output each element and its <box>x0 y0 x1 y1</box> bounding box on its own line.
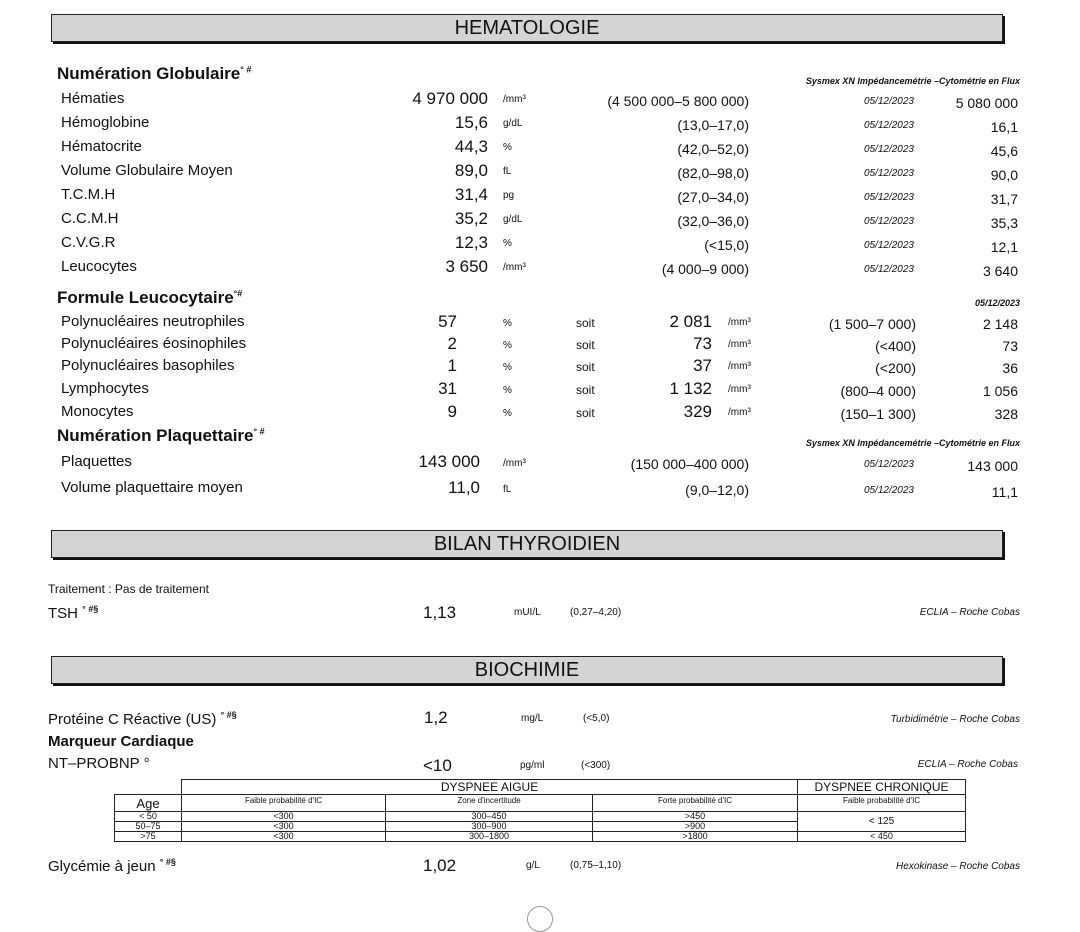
result-unit: g/dL <box>503 118 523 129</box>
percent-value: 57 <box>438 312 457 331</box>
previous-value: 90,0 <box>990 167 1018 183</box>
result-unit: /mm³ <box>503 458 526 469</box>
ntprobnp-marks: ° <box>143 755 150 772</box>
absolute-value: 329 <box>683 402 712 421</box>
previous-value: 35,3 <box>990 215 1018 231</box>
previous-date: 05/12/2023 <box>863 144 914 155</box>
previous-value: 45,6 <box>990 143 1018 159</box>
glycemie-method: Hexokinase – Roche Cobas <box>896 861 1020 872</box>
forte-cell: >1800 <box>593 832 798 842</box>
result-name: Hématocrite <box>61 138 142 155</box>
age-cell: >75 <box>115 832 182 842</box>
numeration-plaquettaire-title <box>57 426 265 446</box>
result-name: Polynucléaires neutrophiles <box>61 313 245 330</box>
result-value: 143 000 <box>418 452 480 471</box>
percent-unit: % <box>503 385 512 396</box>
percent-value: 1 <box>447 356 457 375</box>
result-value: 31,4 <box>454 185 488 204</box>
percent-unit: % <box>503 408 512 419</box>
previous-value: 11,1 <box>991 484 1018 500</box>
reference-range: (42,0–52,0) <box>677 141 749 157</box>
soit-label: soit <box>576 360 595 374</box>
result-name: Volume Globulaire Moyen <box>61 162 233 179</box>
previous-value: 143 000 <box>967 458 1018 474</box>
percent-value: 31 <box>438 379 457 398</box>
previous-value: 31,7 <box>990 191 1018 207</box>
soit-label: soit <box>576 316 595 330</box>
percent-unit: % <box>503 318 512 329</box>
tsh-ref: (0,27–4,20) <box>570 607 622 618</box>
faible-cell: <300 <box>182 812 386 822</box>
result-name: Lymphocytes <box>61 380 149 397</box>
result-name: Leucocytes <box>61 258 137 275</box>
dyspnee-chronique-header: DYSPNEE CHRONIQUE <box>798 780 966 795</box>
col-chron-header: Faible probabilité d'IC <box>798 795 966 812</box>
tsh-unit: mUI/L <box>514 607 541 618</box>
table-corner <box>115 780 182 795</box>
numeration-plaquettaire-label: Numération Plaquettaire <box>57 426 254 445</box>
formule-leucocytaire-title <box>57 288 242 308</box>
absolute-unit: /mm³ <box>728 407 751 418</box>
result-name: T.C.M.H <box>61 186 116 203</box>
result-value: 11,0 <box>448 478 480 497</box>
reference-range: (9,0–12,0) <box>685 482 749 498</box>
previous-value: 5 080 000 <box>955 95 1018 111</box>
numeration-globulaire-title <box>57 64 251 84</box>
result-unit: % <box>503 238 512 249</box>
previous-date: 05/12/2023 <box>863 459 914 470</box>
absolute-unit: /mm³ <box>728 361 751 372</box>
faible-cell: <300 <box>182 822 386 832</box>
result-name: Polynucléaires basophiles <box>61 357 235 374</box>
previous-value: 16,1 <box>990 119 1018 135</box>
marqueur-cardiaque-title: Marqueur Cardiaque <box>48 733 194 750</box>
result-unit: /mm³ <box>503 94 526 105</box>
result-name: Plaquettes <box>61 453 132 470</box>
crp-value: 1,2 <box>424 708 448 727</box>
percent-unit: % <box>503 362 512 373</box>
crp-marks: ° #§ <box>220 710 237 720</box>
reference-range: (1 500–7 000) <box>828 316 916 332</box>
forte-cell: >900 <box>593 822 798 832</box>
tsh-name <box>48 604 98 622</box>
result-value: 3 650 <box>445 257 488 276</box>
ntprobnp-method: ECLIA – Roche Cobas <box>917 759 1018 770</box>
soit-label: soit <box>576 383 595 397</box>
faible-cell: <300 <box>182 832 386 842</box>
reference-range: (4 500 000–5 800 000) <box>607 93 749 109</box>
table-row <box>115 832 966 842</box>
percent-unit: % <box>503 340 512 351</box>
percent-value: 9 <box>447 402 457 421</box>
reference-range: (<15,0) <box>704 237 749 253</box>
previous-date: 05/12/2023 <box>863 485 914 496</box>
numeration-globulaire-label: Numération Globulaire <box>57 64 241 83</box>
result-name: Hémoglobine <box>61 114 150 131</box>
result-name: Monocytes <box>61 403 134 420</box>
reference-range: (32,0–36,0) <box>677 213 749 229</box>
absolute-value: 1 132 <box>669 379 712 398</box>
stamp-partial <box>527 906 553 932</box>
reference-range: (13,0–17,0) <box>677 117 749 133</box>
result-name: C.V.G.R <box>61 234 116 251</box>
previous-date: 05/12/2023 <box>863 168 914 179</box>
zone-cell: 300–450 <box>386 812 593 822</box>
reference-range: (150 000–400 000) <box>630 456 749 472</box>
soit-label: soit <box>576 338 595 352</box>
reference-range: (800–4 000) <box>840 383 916 399</box>
result-value: 15,6 <box>454 113 488 132</box>
age-cell: 50–75 <box>115 822 182 832</box>
result-unit: fL <box>503 484 512 495</box>
result-value: 12,3 <box>454 233 488 252</box>
table-row <box>115 812 966 822</box>
result-unit: % <box>503 142 512 153</box>
absolute-unit: /mm³ <box>728 339 751 350</box>
crp-label: Protéine C Réactive (US) <box>48 711 217 728</box>
section-header-biochimie: BIOCHIMIE <box>51 656 1003 684</box>
formule-leucocytaire-marks: °# <box>233 288 243 299</box>
reference-range: (<200) <box>875 360 916 376</box>
previous-value: 73 <box>1002 338 1018 354</box>
reference-range: (4 000–9 000) <box>661 261 749 277</box>
previous-date: 05/12/2023 <box>863 240 914 251</box>
glycemie-ref: (0,75–1,10) <box>570 860 622 871</box>
zone-cell: 300–900 <box>386 822 593 832</box>
crp-ref: (<5,0) <box>583 713 610 724</box>
formule-date: 05/12/2023 <box>974 298 1020 308</box>
ntprobnp-name <box>48 755 150 772</box>
glycemie-marks: ° #§ <box>159 857 176 867</box>
result-name: Volume plaquettaire moyen <box>61 479 243 496</box>
forte-cell: >450 <box>593 812 798 822</box>
previous-value: 328 <box>994 406 1018 422</box>
tsh-marks: ° #§ <box>82 604 99 614</box>
reference-range: (<400) <box>875 338 916 354</box>
previous-date: 05/12/2023 <box>863 96 914 107</box>
ntprobnp-unit: pg/ml <box>520 760 545 771</box>
soit-label: soit <box>576 406 595 420</box>
dyspnee-aigue-header: DYSPNEE AIGUE <box>182 780 798 795</box>
absolute-value: 73 <box>693 334 712 353</box>
previous-date: 05/12/2023 <box>863 120 914 131</box>
numeration-plaquettaire-marks: ° # <box>253 426 265 437</box>
glycemie-name <box>48 857 176 875</box>
result-value: 89,0 <box>454 161 488 180</box>
reference-range: (150–1 300) <box>840 406 916 422</box>
col-forte-header: Forte probabilité d'IC <box>593 795 798 812</box>
absolute-unit: /mm³ <box>728 384 751 395</box>
result-value: 44,3 <box>454 137 488 156</box>
previous-value: 1 056 <box>982 383 1018 399</box>
glycemie-unit: g/L <box>526 860 540 871</box>
age-cell: < 50 <box>115 812 182 822</box>
tsh-method: ECLIA – Roche Cobas <box>919 607 1020 618</box>
previous-value: 3 640 <box>982 263 1018 279</box>
previous-date: 05/12/2023 <box>863 264 914 275</box>
section-header-hematologie: HEMATOLOGIE <box>51 14 1003 42</box>
result-unit: fL <box>503 166 512 177</box>
ntprobnp-value: <10 <box>423 756 452 775</box>
absolute-unit: /mm³ <box>728 317 751 328</box>
previous-value: 36 <box>1002 360 1018 376</box>
age-header: Age <box>115 795 182 812</box>
zone-cell: 300–1800 <box>386 832 593 842</box>
chron-cell-a: < 125 <box>798 812 966 832</box>
previous-value: 2 148 <box>982 316 1018 332</box>
tsh-label: TSH <box>48 605 78 622</box>
traitement-note: Traitement : Pas de traitement <box>48 582 209 596</box>
method-globulaire: Sysmex XN Impédancemétrie –Cytométrie en Flux <box>805 76 1020 86</box>
numeration-globulaire-marks: ° # <box>240 64 252 75</box>
col-faible-header: Faible probabilité d'IC <box>182 795 386 812</box>
tsh-value: 1,13 <box>423 603 457 622</box>
formule-leucocytaire-label: Formule Leucocytaire <box>57 288 234 307</box>
method-plaquettaire: Sysmex XN Impédancemétrie –Cytométrie en Flux <box>805 438 1020 448</box>
previous-value: 12,1 <box>990 239 1018 255</box>
ntprobnp-label: NT–PROBNP <box>48 755 140 772</box>
section-header-thyroide: BILAN THYROIDIEN <box>51 530 1003 558</box>
glycemie-value: 1,02 <box>423 856 457 875</box>
glycemie-label: Glycémie à jeun <box>48 858 156 875</box>
chron-cell-b: < 450 <box>798 832 966 842</box>
result-unit: /mm³ <box>503 262 526 273</box>
col-zone-header: Zone d'incertitude <box>386 795 593 812</box>
reference-range: (82,0–98,0) <box>677 165 749 181</box>
reference-range: (27,0–34,0) <box>677 189 749 205</box>
crp-name <box>48 710 237 728</box>
result-name: Hématies <box>61 90 125 107</box>
previous-date: 05/12/2023 <box>863 216 914 227</box>
result-value: 4 970 000 <box>412 89 488 108</box>
percent-value: 2 <box>447 334 457 353</box>
result-value: 35,2 <box>454 209 488 228</box>
absolute-value: 2 081 <box>669 312 712 331</box>
crp-unit: mg/L <box>521 713 544 724</box>
absolute-value: 37 <box>693 356 712 375</box>
ntprobnp-ref: (<300) <box>581 760 611 771</box>
previous-date: 05/12/2023 <box>863 192 914 203</box>
ntprobnp-interpretation-table <box>114 779 966 842</box>
result-name: Polynucléaires éosinophiles <box>61 335 247 352</box>
crp-method: Turbidimétrie – Roche Cobas <box>890 714 1020 725</box>
result-unit: pg <box>503 190 515 201</box>
result-unit: g/dL <box>503 214 523 225</box>
result-name: C.C.M.H <box>61 210 119 227</box>
